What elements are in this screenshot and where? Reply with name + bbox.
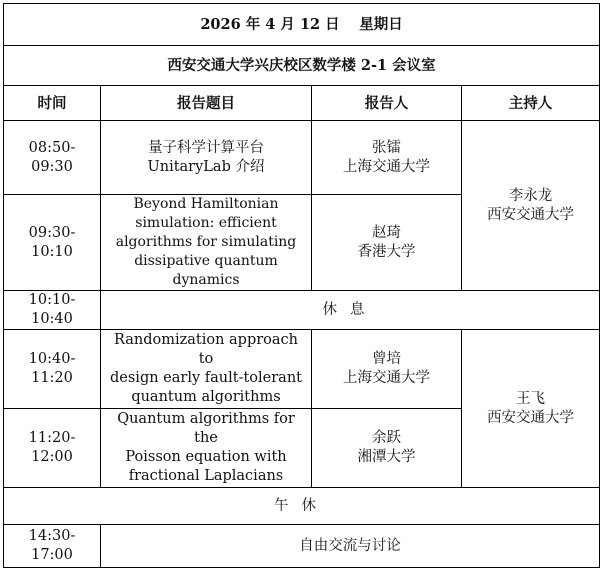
topic-line: Randomization approach to	[113, 332, 299, 367]
schedule-table	[3, 3, 600, 568]
session-time: 08:50-09:30	[4, 121, 101, 195]
session-row	[4, 121, 600, 195]
session-topic	[101, 195, 312, 291]
topic-line: quantum algorithms	[131, 389, 281, 405]
host-name: 王飞	[516, 390, 546, 407]
speaker-name: 曾培	[372, 351, 401, 367]
speaker-name: 余跃	[372, 430, 401, 446]
column-header-host: 主持人	[462, 86, 600, 121]
speaker-affiliation: 香港大学	[357, 243, 416, 260]
lunch-break-label: 午休	[4, 488, 600, 525]
topic-line: UnitaryLab 介绍	[147, 158, 265, 175]
session-host	[462, 121, 600, 291]
topic-line: simulation: efficient	[135, 215, 277, 231]
discussion-label: 自由交流与讨论	[101, 525, 600, 568]
date-row	[4, 4, 600, 46]
session-time: 10:40-11:20	[4, 330, 101, 409]
topic-line: Quantum algorithms for the	[117, 411, 295, 446]
session-topic	[101, 330, 312, 409]
host-affiliation: 西安交通大学	[487, 409, 575, 426]
column-header-topic: 报告题目	[101, 86, 312, 121]
topic-line: 量子科学计算平台	[148, 139, 264, 156]
column-header-time: 时间	[4, 86, 101, 121]
session-row	[4, 330, 600, 409]
tea-break-time: 10:10-10:40	[4, 291, 101, 330]
session-speaker	[312, 409, 462, 488]
schedule-venue: 西安交通大学兴庆校区数学楼 2-1 会议室	[4, 46, 600, 86]
discussion-time: 14:30-17:00	[4, 525, 101, 568]
tea-break-row	[4, 291, 600, 330]
speaker-affiliation: 湘潭大学	[357, 449, 416, 465]
topic-line: fractional Laplacians	[128, 468, 284, 484]
speaker-affiliation: 上海交通大学	[343, 370, 430, 386]
venue-row	[4, 46, 600, 86]
session-topic	[101, 121, 312, 195]
topic-line: algorithms for simulating	[115, 234, 297, 250]
host-name: 李永龙	[508, 187, 553, 204]
column-header-row	[4, 86, 600, 121]
session-time: 09:30-10:10	[4, 195, 101, 291]
speaker-name: 赵琦	[372, 224, 401, 241]
session-host	[462, 330, 600, 488]
discussion-row	[4, 525, 600, 568]
schedule-date: 2026 年 4 月 12 日 星期日	[4, 4, 600, 46]
session-time: 11:20-12:00	[4, 409, 101, 488]
session-topic	[101, 409, 312, 488]
session-speaker	[312, 121, 462, 195]
topic-line: Poisson equation with	[125, 449, 287, 465]
speaker-affiliation: 上海交通大学	[343, 158, 430, 175]
column-header-speaker: 报告人	[312, 86, 462, 121]
tea-break-label: 休息	[101, 291, 600, 330]
topic-line: design early fault-tolerant	[110, 370, 302, 386]
topic-line: Beyond Hamiltonian	[133, 196, 279, 212]
host-affiliation: 西安交通大学	[487, 206, 575, 223]
topic-line: dissipative quantum dynamics	[134, 253, 278, 288]
lunch-break-row	[4, 488, 600, 525]
session-speaker	[312, 195, 462, 291]
speaker-name: 张镭	[372, 139, 401, 156]
session-speaker	[312, 330, 462, 409]
